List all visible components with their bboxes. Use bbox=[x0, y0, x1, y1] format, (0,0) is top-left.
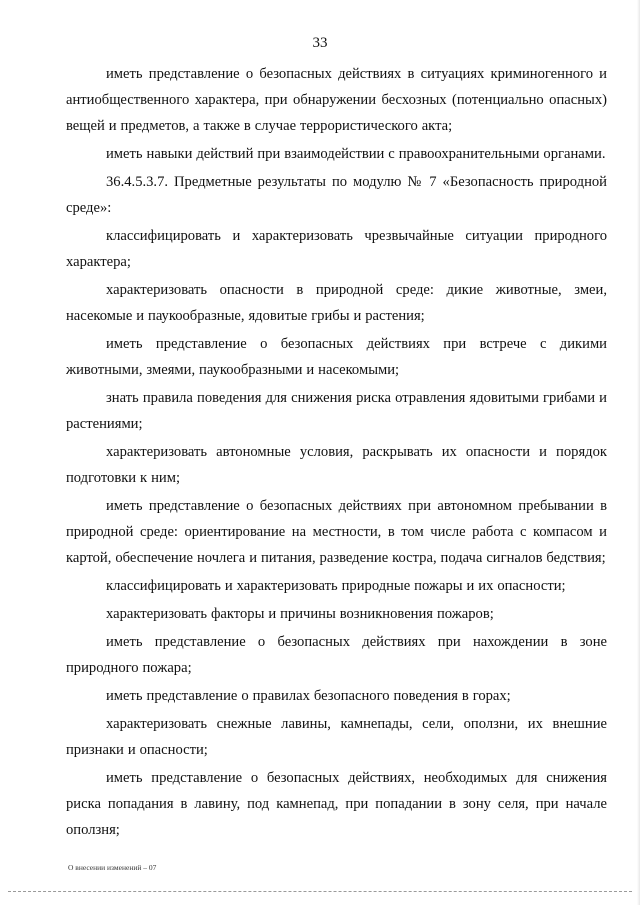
paragraph: знать правила поведения для снижения риска отравления ядовитыми грибами и растениями; bbox=[66, 390, 607, 432]
paragraph: иметь представление о безопасных действиях при нахождении в зоне природного пожара; bbox=[66, 634, 607, 676]
paragraph: иметь навыки действий при взаимодействии с правоохранительными органами. bbox=[106, 146, 606, 162]
paragraph: характеризовать снежные лавины, камнепады, сели, оползни, их внешние признаки и опасности; bbox=[66, 716, 607, 758]
section-heading-paragraph: 36.4.5.3.7. Предметные результаты по модулю № 7 «Безопасность природной среде»: bbox=[66, 174, 607, 216]
paragraph: иметь представление о правилах безопасного поведения в горах; bbox=[106, 688, 511, 704]
paragraph: иметь представление о безопасных действиях при автономном пребывании в природной среде: ориентирование на местности, в том числе работа с компасом и картой, обеспечение ночлега и питания, разведение костра, подача сигналов бедствия; bbox=[66, 498, 607, 566]
paragraph: иметь представление о безопасных действиях в ситуациях криминогенного и антиобщественного характера, при обнаружении бесхозных (потенциально опасных) вещей и предметов, а также в случае террористического акта; bbox=[66, 66, 607, 134]
document-body bbox=[66, 61, 607, 843]
bottom-divider bbox=[8, 891, 632, 892]
paragraph: иметь представление о безопасных действиях при встрече с дикими животными, змеями, паукообразными и насекомыми; bbox=[66, 336, 607, 378]
footer-note: О внесении изменений – 07 bbox=[68, 863, 157, 872]
paragraph: характеризовать факторы и причины возникновения пожаров; bbox=[106, 606, 494, 622]
paragraph: классифицировать и характеризовать природные пожары и их опасности; bbox=[106, 578, 566, 594]
page-number: 33 bbox=[312, 35, 328, 51]
paragraph: характеризовать автономные условия, раскрывать их опасности и порядок подготовки к ним; bbox=[66, 444, 607, 486]
paragraph: классифицировать и характеризовать чрезвычайные ситуации природного характера; bbox=[66, 228, 607, 270]
paragraph: характеризовать опасности в природной среде: дикие животные, змеи, насекомые и паукообразные, ядовитые грибы и растения; bbox=[66, 282, 607, 324]
paragraph: иметь представление о безопасных действиях, необходимых для снижения риска попадания в лавину, под камнепад, при попадании в зону селя, при начале оползня; bbox=[66, 770, 607, 838]
